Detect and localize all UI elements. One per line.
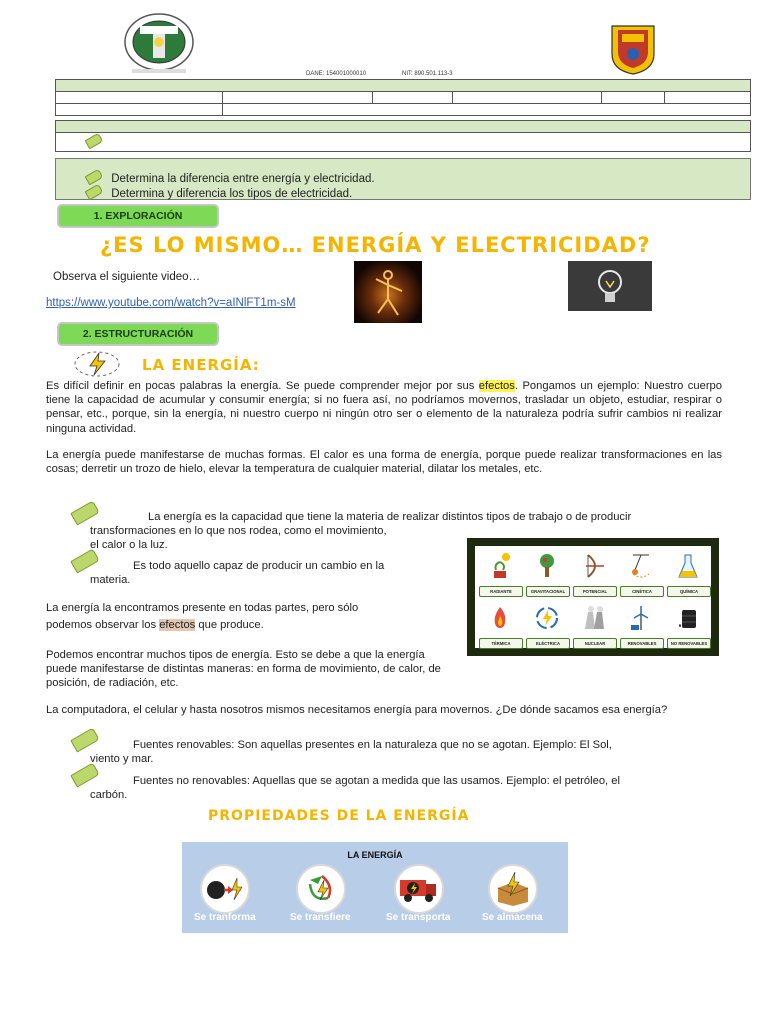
- main-title: ¿ES LO MISMO… ENERGÍA Y ELECTRICIDAD?: [100, 233, 651, 257]
- video-link[interactable]: https://www.youtube.com/watch?v=aINlFT1m-sM: [46, 297, 296, 309]
- objective-item: [86, 172, 375, 185]
- transport-truck-icon: [394, 864, 444, 914]
- table-row: [56, 133, 751, 152]
- light-bulb-image: [568, 261, 652, 311]
- table-row: [56, 104, 751, 116]
- paragraph-text: Es difícil definir en pocas palabras la energía. Se puede comprender mejor por sus: [46, 380, 479, 392]
- pencil-icon: [85, 184, 104, 201]
- energy-types-image: [467, 538, 719, 656]
- table-row: [56, 92, 751, 104]
- property-label: Se tranforma: [194, 912, 256, 923]
- energy-type-label: ELÉCTRICA: [526, 638, 570, 649]
- highlighted-word: efectos: [159, 619, 196, 631]
- paragraph-text: podemos observar los: [46, 619, 160, 631]
- energy-type-gravitacional: [525, 548, 569, 598]
- energy-type-radiante: [478, 548, 522, 598]
- energy-type-termica: [478, 600, 522, 650]
- paragraph-types: Podemos encontrar muchos tipos de energía. Esto se debe a que la energía puede manifestarse de distintas maneras: en forma de movimiento, de calor, de posición, de radiación, etc.: [46, 649, 441, 690]
- energy-type-potencial: [572, 548, 616, 598]
- energy-figure-image: [354, 261, 422, 323]
- energy-type-label: NUCLEAR: [573, 638, 617, 649]
- pendulum-icon: [629, 552, 653, 580]
- plant-sun-icon: [488, 552, 512, 580]
- section-exploracion: 1. EXPLORACIÓN: [57, 204, 219, 228]
- paragraph-presence-line1: La energía la encontramos presente en todas partes, pero sólo: [46, 602, 359, 614]
- transform-icon: [200, 864, 250, 914]
- property-label: Se transporta: [386, 912, 451, 923]
- energy-type-label: GRAVITACIONAL: [526, 586, 570, 597]
- nonrenewable-sources-line1: Fuentes no renovables: Aquellas que se agotan a medida que las usamos. Ejemplo: el petróleo, el: [133, 775, 620, 787]
- flask-icon: [676, 552, 700, 580]
- properties-title: PROPIEDADES DE LA ENERGÍA: [208, 808, 470, 824]
- pencil-icon: [85, 169, 104, 186]
- definition-2-line2: materia.: [90, 574, 131, 586]
- pencil-icon: [85, 133, 104, 150]
- renewable-sources-line2: viento y mar.: [90, 753, 154, 765]
- pencil-icon: [70, 548, 100, 573]
- paragraph-text: que produce.: [195, 619, 264, 631]
- transfer-icon: [296, 864, 346, 914]
- municipal-shield-logo: [608, 24, 658, 76]
- highlighted-word: efectos: [478, 380, 515, 392]
- objective-text: Determina y diferencia los tipos de electricidad.: [111, 188, 353, 200]
- energy-type-label: RENOVABLES: [620, 638, 664, 649]
- energy-type-label: NO RENOVABLES: [667, 638, 711, 649]
- objective-text: Determina la diferencia entre energía y electricidad.: [111, 173, 375, 185]
- definition-2-line1: Es todo aquello capaz de producir un cambio en la: [133, 560, 385, 572]
- video-prompt: Observa el siguiente video…: [53, 271, 201, 283]
- definition-1-line1: La energía es la capacidad que tiene la materia de realizar distintos tipos de trabajo o de producir: [148, 511, 632, 523]
- paragraph-forms: La energía puede manifestarse de muchas formas. El calor es una forma de energía, porque puede realizar transformaciones en las cosas; derretir un trozo de hielo, elevar la temperatura de cualquier material, dilatar los metales, etc.: [46, 449, 722, 476]
- energy-type-label: RADIANTE: [479, 586, 523, 597]
- objectives-box: [55, 158, 751, 200]
- energy-type-renovables: [619, 600, 663, 650]
- paragraph-presence-line2: [46, 618, 264, 632]
- wind-turbine-icon: [629, 604, 653, 632]
- electric-bolt-icon: [535, 604, 559, 632]
- pencil-icon: [70, 727, 100, 752]
- storage-box-icon: [488, 864, 538, 914]
- fire-icon: [488, 604, 512, 632]
- section-estructuracion: 2. ESTRUCTURACIÓN: [57, 322, 219, 346]
- tree-icon: [535, 552, 559, 580]
- energy-type-cinetica: [619, 548, 663, 598]
- property-label: Se transfiere: [290, 912, 351, 923]
- energy-type-no-renovables: [666, 600, 710, 650]
- dane-code: DANE: 154001000010: [306, 71, 367, 77]
- nit-code: NIT: 890.501.113-3: [402, 71, 453, 77]
- lightning-icon: [72, 350, 122, 378]
- energy-type-label: POTENCIAL: [573, 586, 617, 597]
- nuclear-plant-icon: [582, 604, 606, 632]
- energy-type-label: QUÍMICA: [667, 586, 711, 597]
- energy-subtitle: LA ENERGÍA:: [142, 356, 260, 374]
- energy-properties-image: [182, 842, 568, 933]
- nonrenewable-sources-line2: carbón.: [90, 789, 128, 801]
- energy-type-label: TÉRMICA: [479, 638, 523, 649]
- table-row: [56, 121, 751, 133]
- header-info-table: [55, 79, 751, 152]
- definition-1-line2: transformaciones en lo que nos rodea, como el movimiento,: [90, 525, 387, 537]
- energy-type-nuclear: [572, 600, 616, 650]
- pencil-icon: [70, 500, 100, 525]
- bow-icon: [582, 552, 606, 580]
- table-row: [56, 80, 751, 92]
- school-logo: [122, 12, 196, 76]
- paragraph-definition: [46, 379, 722, 436]
- renewable-sources-line1: Fuentes renovables: Son aquellas presentes en la naturaleza que no se agotan. Ejemplo: El Sol,: [133, 739, 612, 751]
- energy-type-electrica: [525, 600, 569, 650]
- energy-type-quimica: [666, 548, 710, 598]
- paragraph-text: . Pongamos un ejemplo: Nuestro cuerpo tiene la capacidad de acumular y consumir energía; si no fuera así, no podríamos movernos, trasladar un objeto, estudiar, respirar o pensar, etc., porque, sin la energía, ni nuestro cuerpo ni ningún otro ser o elemento de la naturaleza podría sufrir cambios ni realizar ninguna actividad.: [46, 380, 722, 435]
- pencil-icon: [70, 762, 100, 787]
- objective-item: [86, 187, 352, 200]
- energy-type-label: CINÉTICA: [620, 586, 664, 597]
- property-label: Se almacena: [482, 912, 543, 923]
- paragraph-sources: La computadora, el celular y hasta nosotros mismos necesitamos energía para movernos. ¿De dónde sacamos esa energía?: [46, 704, 668, 716]
- definition-1-line3: el calor o la luz.: [90, 539, 168, 551]
- properties-heading: LA ENERGÍA: [347, 850, 403, 860]
- oil-barrel-icon: [676, 604, 700, 632]
